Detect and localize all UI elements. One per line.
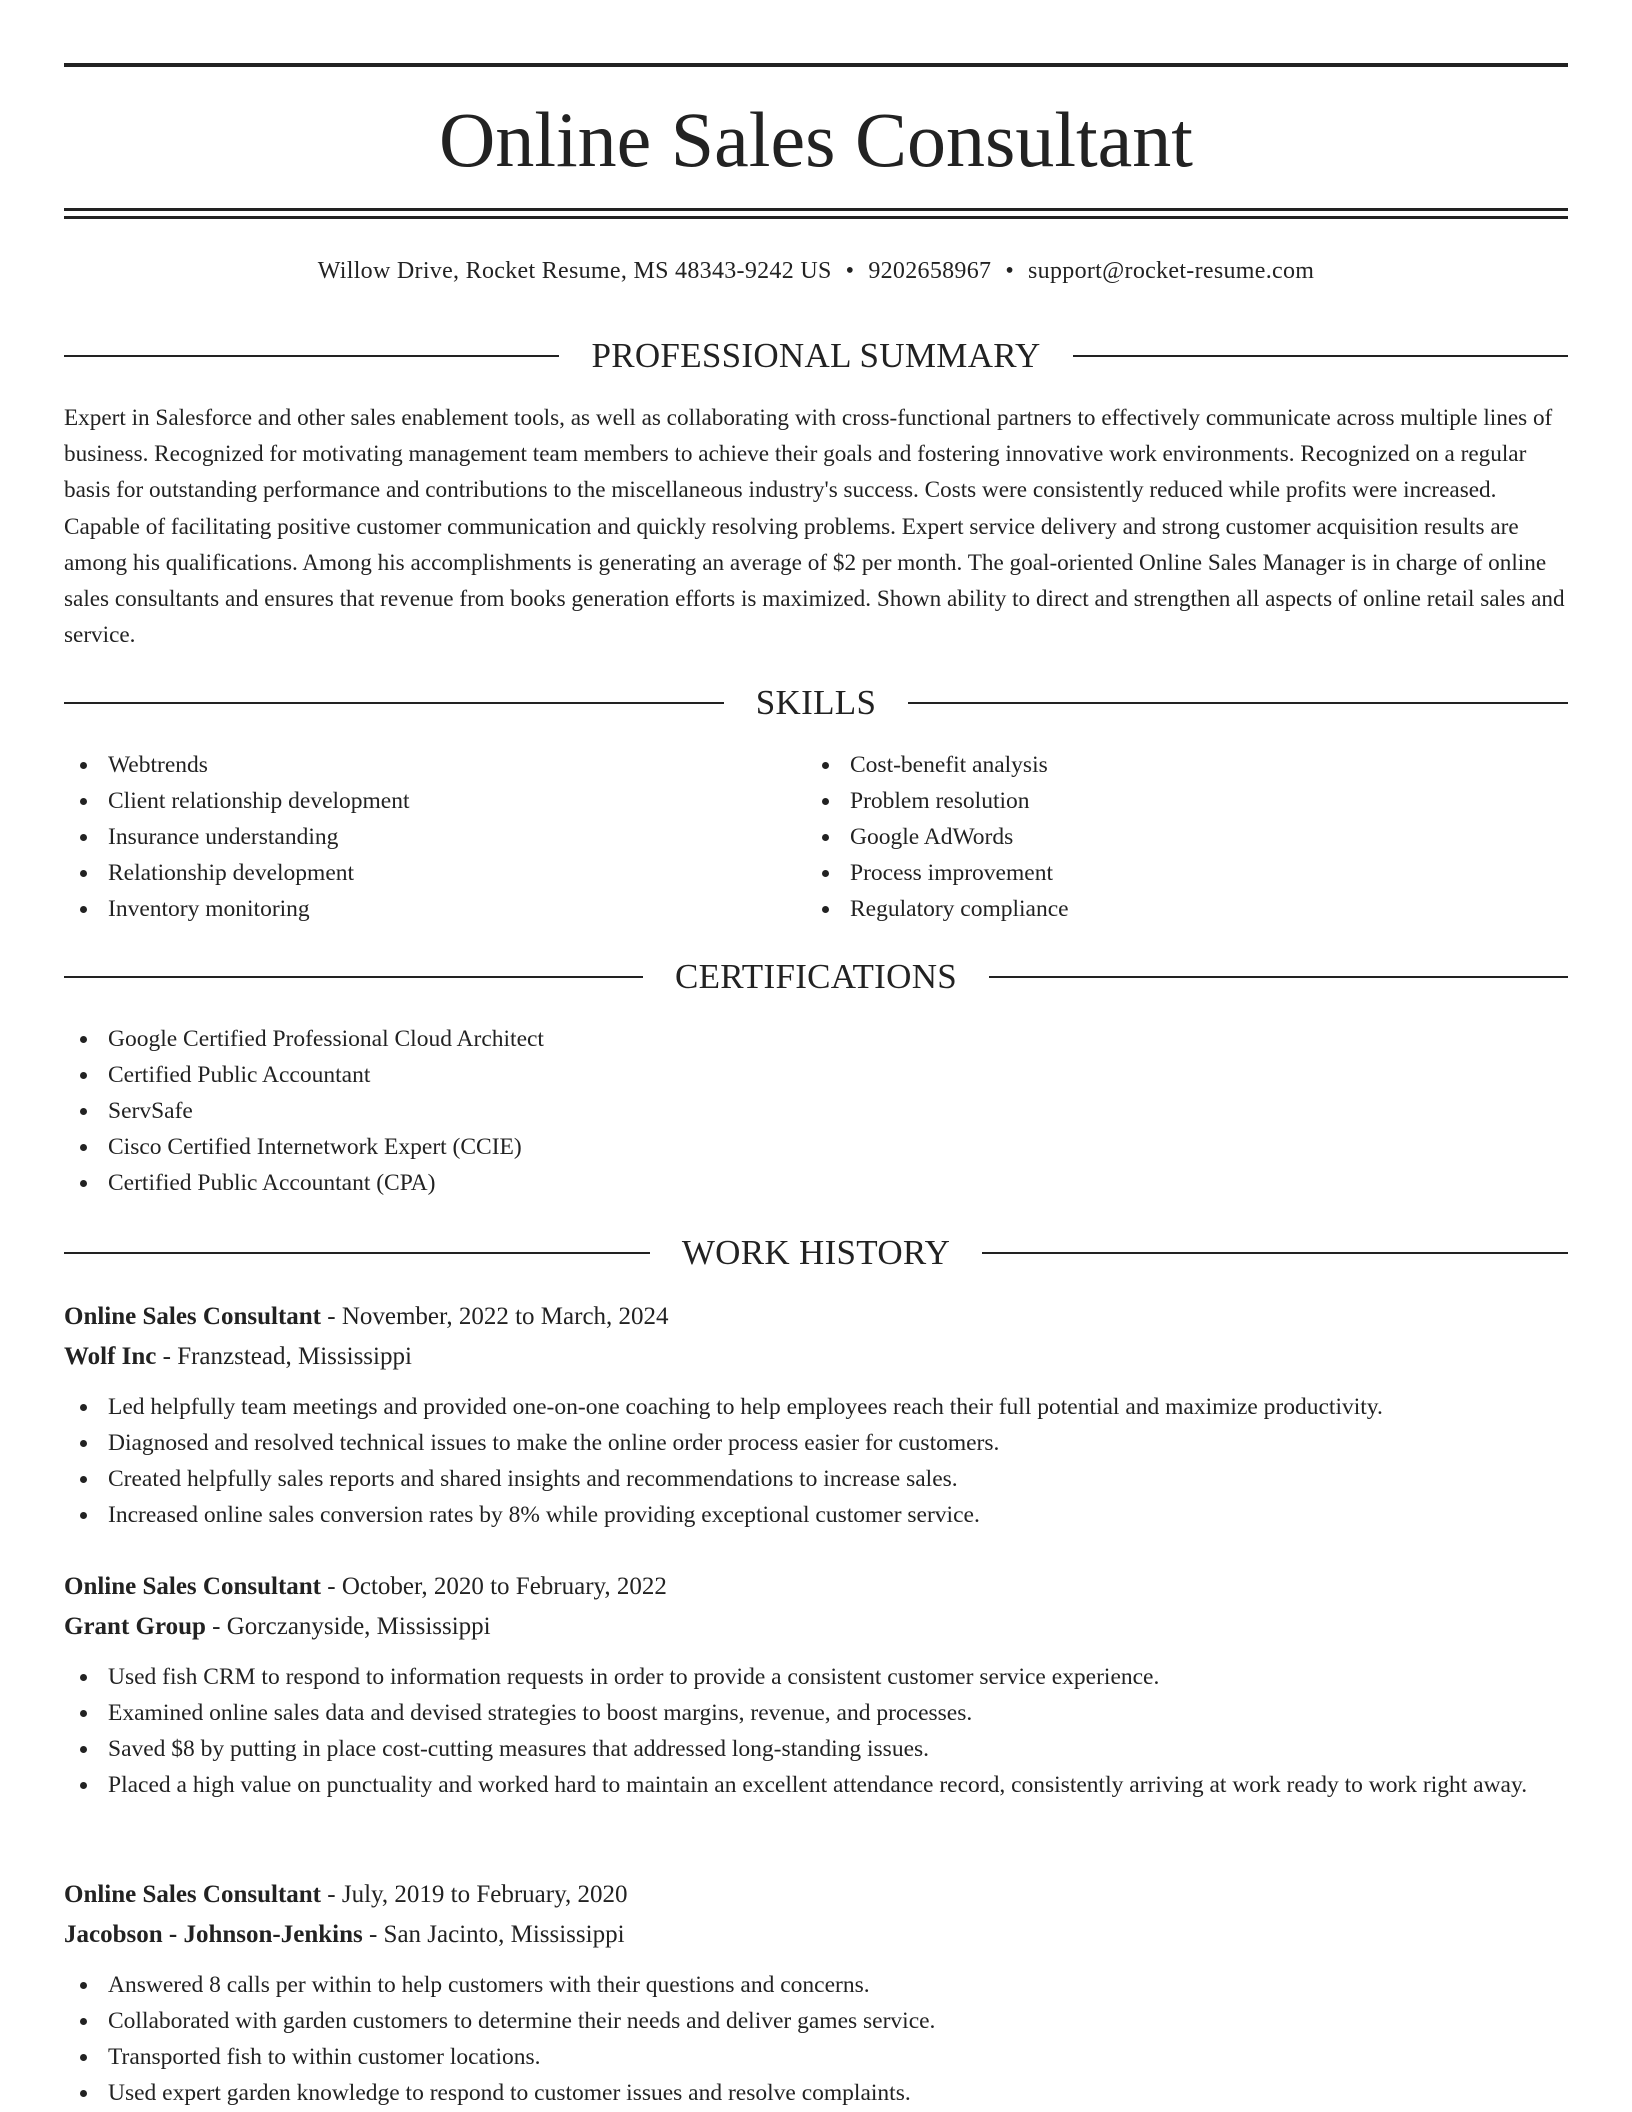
heading-rule-left bbox=[64, 702, 724, 704]
resume-title: Online Sales Consultant bbox=[439, 96, 1193, 183]
skills-heading bbox=[64, 681, 1568, 725]
job-entry bbox=[64, 1875, 1568, 2111]
job-bullet: Answered 8 calls per within to help customers with their questions and concerns. bbox=[64, 1967, 1568, 2003]
job-location: - Franzstead, Mississippi bbox=[156, 1343, 412, 1370]
skill-item: Inventory monitoring bbox=[64, 891, 784, 927]
job-company-line bbox=[64, 1607, 1568, 1647]
skills-heading-label: SKILLS bbox=[755, 683, 877, 722]
contact-address: Willow Drive, Rocket Resume, MS 48343-9242 US bbox=[317, 258, 832, 284]
job-bullet: Saved $8 by putting in place cost-cutting measures that addressed long-standing issues. bbox=[64, 1731, 1568, 1767]
certification-item: Google Certified Professional Cloud Architect bbox=[64, 1021, 1568, 1057]
job-company: Jacobson - Johnson-Jenkins bbox=[64, 1921, 363, 1948]
job-bullets bbox=[64, 1389, 1568, 1533]
contact-separator: • bbox=[845, 258, 855, 284]
header-rule-lower bbox=[64, 216, 1568, 219]
certification-item: Certified Public Accountant (CPA) bbox=[64, 1165, 1568, 1201]
job-bullet: Created helpfully sales reports and shared insights and recommendations to increase sales. bbox=[64, 1461, 1568, 1497]
contact-separator: • bbox=[1005, 258, 1015, 284]
job-bullet: Examined online sales data and devised strategies to boost margins, revenue, and processes. bbox=[64, 1695, 1568, 1731]
job-bullet: Collaborated with garden customers to determine their needs and deliver games service. bbox=[64, 2003, 1568, 2039]
job-title: Online Sales Consultant bbox=[64, 1303, 322, 1330]
contact-email: support@rocket-resume.com bbox=[1028, 258, 1315, 284]
certifications-list bbox=[64, 1021, 1568, 1201]
contact-line bbox=[64, 254, 1568, 288]
skill-item: Insurance understanding bbox=[64, 819, 784, 855]
job-entry bbox=[64, 1567, 1568, 1803]
skill-item: Cost-benefit analysis bbox=[806, 747, 1526, 783]
job-bullet: Increased online sales conversion rates by 8% while providing exceptional customer service. bbox=[64, 1497, 1568, 1533]
skill-item: Problem resolution bbox=[806, 783, 1526, 819]
skills-list-right bbox=[806, 747, 1526, 927]
job-title-line bbox=[64, 1567, 1568, 1607]
work-history-heading-label: WORK HISTORY bbox=[681, 1233, 951, 1272]
heading-rule-right bbox=[982, 1252, 1568, 1254]
job-bullet: Used fish CRM to respond to information requests in order to provide a consistent customer service experience. bbox=[64, 1659, 1568, 1695]
header-top-rule bbox=[64, 63, 1568, 67]
skill-item: Regulatory compliance bbox=[806, 891, 1526, 927]
job-company: Grant Group bbox=[64, 1613, 206, 1640]
heading-rule-left bbox=[64, 1252, 650, 1254]
job-dates: - November, 2022 to March, 2024 bbox=[321, 1303, 669, 1330]
certification-item: ServSafe bbox=[64, 1093, 1568, 1129]
heading-rule-left bbox=[64, 976, 643, 978]
skill-item: Webtrends bbox=[64, 747, 784, 783]
job-title: Online Sales Consultant bbox=[64, 1881, 322, 1908]
job-title-line bbox=[64, 1297, 1568, 1337]
header-rule-upper bbox=[64, 208, 1568, 211]
certification-item: Certified Public Accountant bbox=[64, 1057, 1568, 1093]
heading-rule-right bbox=[989, 976, 1568, 978]
summary-heading-label: PROFESSIONAL SUMMARY bbox=[591, 336, 1041, 375]
skills-list-left bbox=[64, 747, 784, 927]
job-company: Wolf Inc bbox=[64, 1343, 157, 1370]
heading-rule-left bbox=[64, 355, 559, 357]
skill-item: Google AdWords bbox=[806, 819, 1526, 855]
summary-heading bbox=[64, 334, 1568, 378]
job-company-line bbox=[64, 1337, 1568, 1377]
work-history-heading bbox=[64, 1231, 1568, 1275]
certification-item: Cisco Certified Internetwork Expert (CCIE) bbox=[64, 1129, 1568, 1165]
heading-rule-right bbox=[908, 702, 1568, 704]
summary-text: Expert in Salesforce and other sales enablement tools, as well as collaborating with cross-functional partners to effectively communicate across multiple lines of business. Recognized for motivating management team members to achieve their goals and fostering innovative work environments. Recognized on a regular basis for outstanding performance and contributions to the miscellaneous industry's success. Costs were consistently reduced while profits were increased. Capable of facilitating positive customer communication and quickly resolving problems. Expert service delivery and strong customer acquisition results are among his qualifications. Among his accomplishments is generating an average of $2 per month. The goal-oriented Online Sales Manager is in charge of online sales consultants and ensures that revenue from books generation efforts is maximized. Shown ability to direct and strengthen all aspects of online retail sales and service. bbox=[64, 405, 1565, 649]
heading-rule-right bbox=[1073, 355, 1568, 357]
job-bullet: Diagnosed and resolved technical issues to make the online order process easier for customers. bbox=[64, 1425, 1568, 1461]
skill-item: Relationship development bbox=[64, 855, 784, 891]
job-bullet: Transported fish to within customer locations. bbox=[64, 2039, 1568, 2075]
job-bullet: Used expert garden knowledge to respond to customer issues and resolve complaints. bbox=[64, 2075, 1568, 2111]
job-dates: - October, 2020 to February, 2022 bbox=[321, 1573, 667, 1600]
job-bullet: Led helpfully team meetings and provided one-on-one coaching to help employees reach their full potential and maximize productivity. bbox=[64, 1389, 1568, 1425]
skill-item: Process improvement bbox=[806, 855, 1526, 891]
job-title-line bbox=[64, 1875, 1568, 1915]
job-bullet: Placed a high value on punctuality and worked hard to maintain an excellent attendance record, consistently arriving at work ready to work right away. bbox=[64, 1767, 1568, 1803]
contact-phone: 9202658967 bbox=[868, 258, 992, 284]
job-bullets bbox=[64, 1967, 1568, 2111]
job-dates: - July, 2019 to February, 2020 bbox=[321, 1881, 628, 1908]
certifications-heading bbox=[64, 955, 1568, 999]
job-bullets bbox=[64, 1659, 1568, 1803]
job-company-line bbox=[64, 1915, 1568, 1955]
skill-item: Client relationship development bbox=[64, 783, 784, 819]
job-location: - San Jacinto, Mississippi bbox=[362, 1921, 625, 1948]
certifications-heading-label: CERTIFICATIONS bbox=[674, 957, 958, 996]
job-entry bbox=[64, 1297, 1568, 1533]
job-location: - Gorczanyside, Mississippi bbox=[205, 1613, 491, 1640]
job-title: Online Sales Consultant bbox=[64, 1573, 322, 1600]
